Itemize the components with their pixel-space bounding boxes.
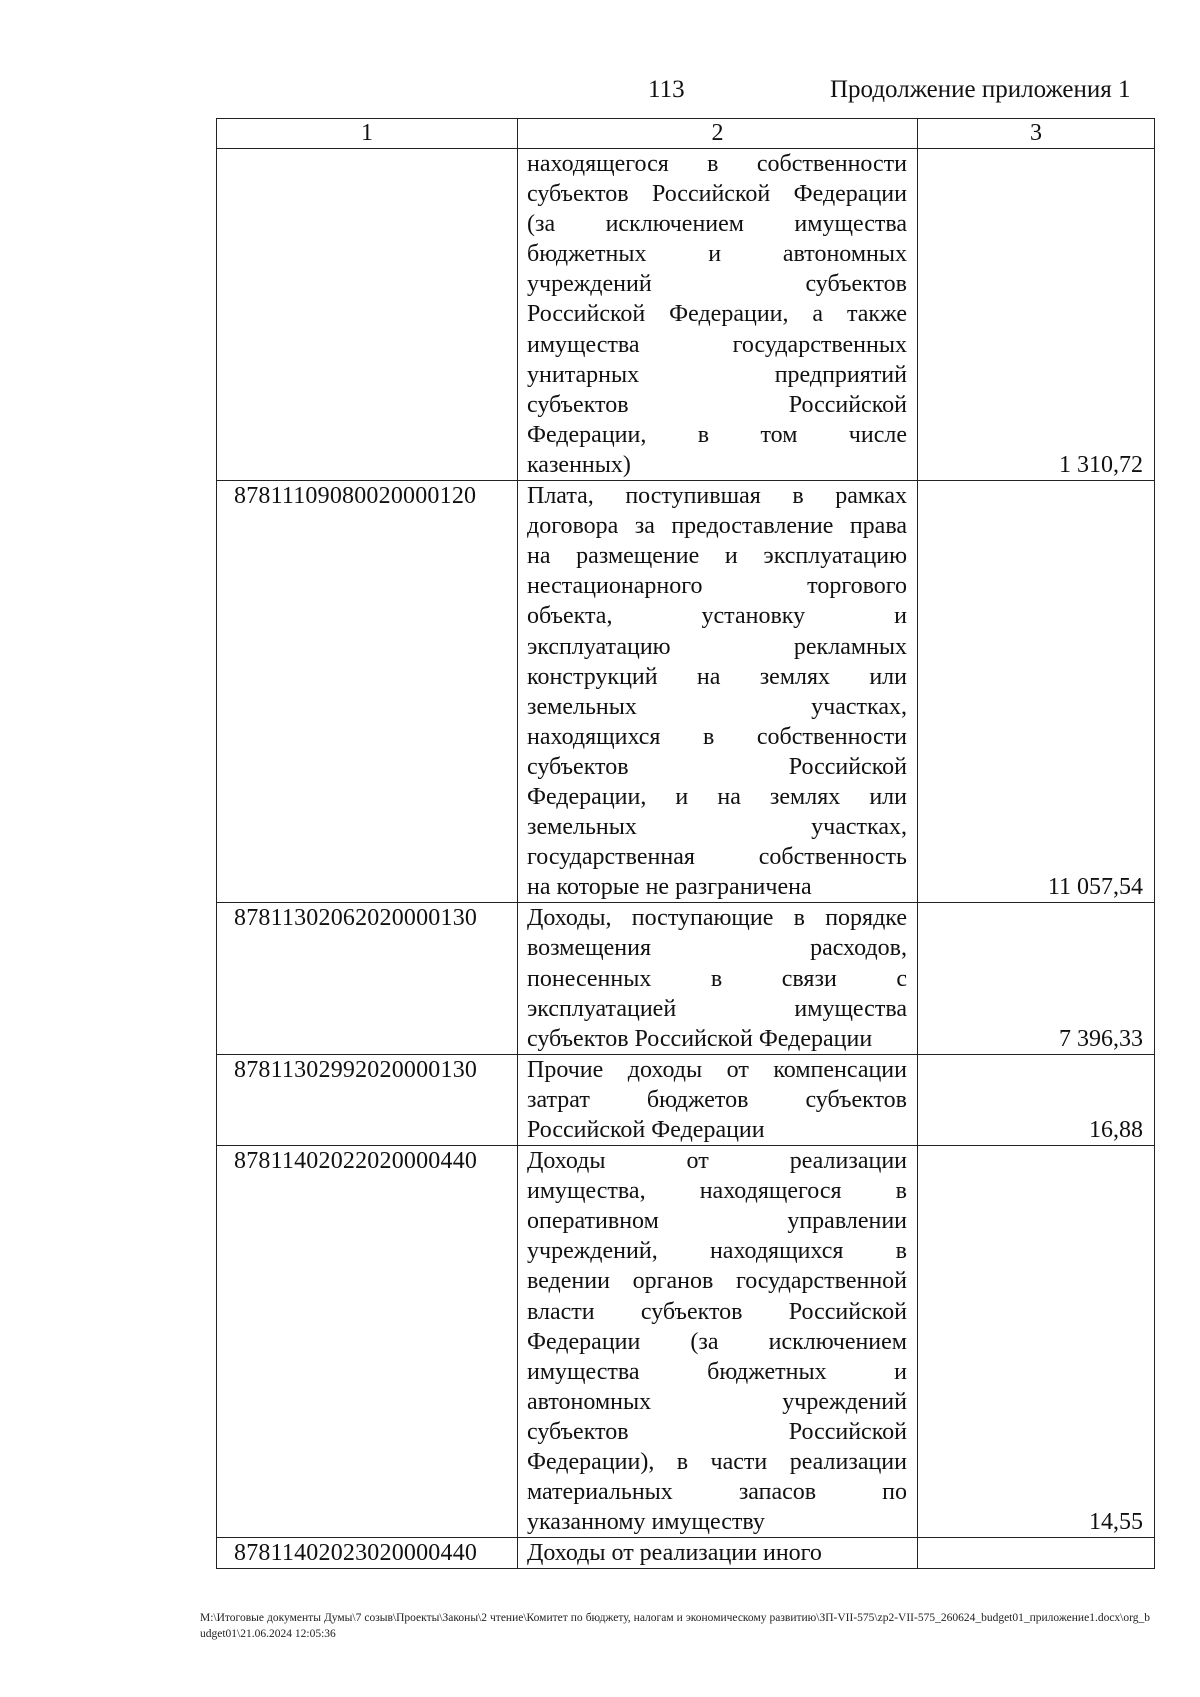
description-line: эксплуатацией имущества: [527, 995, 907, 1022]
column-header-description: 2: [518, 119, 918, 149]
column-header-amount: 3: [918, 119, 1155, 149]
description-line: учреждений, находящихся в: [527, 1238, 907, 1265]
description-line: Федерации, и на землях или: [527, 783, 907, 810]
description-line: Российской Федерации, а также: [527, 301, 907, 328]
description-line: автономных учреждений: [527, 1388, 907, 1415]
description-line: конструкций на землях или: [527, 663, 907, 690]
description-cell: [518, 149, 918, 481]
page-number: 113: [648, 76, 685, 103]
description-cell: [518, 1538, 918, 1569]
table-header: [217, 119, 1155, 149]
description-line: Доходы от реализации: [527, 1148, 907, 1175]
description-line: субъектов Российской: [527, 753, 907, 780]
description-line: Федерации, в том числе: [527, 421, 907, 448]
description-cell: [518, 481, 918, 903]
description-line: объекта, установку и: [527, 603, 907, 630]
column-header-code: 1: [217, 119, 518, 149]
description-line: государственная собственность: [527, 844, 907, 871]
description-line: Прочие доходы от компенсации: [527, 1056, 907, 1083]
budget-code-cell: 87811302062020000130: [217, 903, 518, 1054]
description-line: имущества, находящегося в: [527, 1178, 907, 1205]
description-line: казенных): [527, 451, 631, 478]
description-line: Доходы от реализации иного: [527, 1540, 822, 1567]
budget-code-cell: 87811402022020000440: [217, 1146, 518, 1538]
description-line: договора за предоставление права: [527, 513, 907, 540]
description-line: на которые не разграничена: [527, 874, 812, 901]
description-line: эксплуатацию рекламных: [527, 633, 907, 660]
description-cell: [518, 1146, 918, 1538]
budget-code-cell: 87811109080020000120: [217, 481, 518, 903]
budget-code-cell: [217, 149, 518, 481]
description-line: земельных участках,: [527, 693, 907, 720]
table-row: [217, 1054, 1155, 1145]
description-line: возмещения расходов,: [527, 935, 907, 962]
description-line: затрат бюджетов субъектов: [527, 1086, 907, 1113]
table-row: [217, 903, 1155, 1054]
table-row: [217, 481, 1155, 903]
description-line: власти субъектов Российской: [527, 1298, 907, 1325]
amount-cell: 14,55: [918, 1146, 1155, 1538]
table-row: [217, 1538, 1155, 1569]
description-line: находящихся в собственности: [527, 723, 907, 750]
description-line: земельных участках,: [527, 814, 907, 841]
description-cell: [518, 903, 918, 1054]
amount-cell: 16,88: [918, 1054, 1155, 1145]
amount-cell: 7 396,33: [918, 903, 1155, 1054]
description-cell: [518, 1054, 918, 1145]
header-row: [217, 119, 1155, 149]
description-line: на размещение и эксплуатацию: [527, 543, 907, 570]
amount-cell: [918, 1538, 1155, 1569]
description-line: ведении органов государственной: [527, 1268, 907, 1295]
description-line: бюджетных и автономных: [527, 241, 907, 268]
description-line: имущества государственных: [527, 331, 907, 358]
description-line: субъектов Российской: [527, 391, 907, 418]
table-row: [217, 1146, 1155, 1538]
description-line: имущества бюджетных и: [527, 1358, 907, 1385]
description-line: субъектов Российской Федерации: [527, 1025, 873, 1052]
description-line: Федерации (за исключением: [527, 1328, 907, 1355]
description-line: унитарных предприятий: [527, 361, 907, 388]
description-line: Плата, поступившая в рамках: [527, 483, 907, 510]
description-line: находящегося в собственности: [527, 151, 907, 177]
document-path-footer: M:\Итоговые документы Думы\7 созыв\Проекты\Законы\2 чтение\Комитет по бюджету, налогам и экономическому развитию\ЗП-VII-575\zp2-VII-575_260624_budget01_приложение1.docx\org_budget01\21.06.2024 12:05:36: [200, 1612, 1150, 1640]
description-line: понесенных в связи с: [527, 965, 907, 992]
table-row: [217, 149, 1155, 481]
description-line: оперативном управлении: [527, 1208, 907, 1235]
description-line: Федерации), в части реализации: [527, 1449, 907, 1476]
budget-code-cell: 87811302992020000130: [217, 1054, 518, 1145]
budget-table: [216, 118, 1155, 1569]
budget-code-cell: 87811402023020000440: [217, 1538, 518, 1569]
continuation-title: Продолжение приложения 1: [830, 76, 1131, 103]
description-line: Российской Федерации: [527, 1117, 765, 1143]
description-line: субъектов Российской Федерации: [527, 181, 907, 208]
description-line: учреждений субъектов: [527, 271, 907, 298]
description-line: субъектов Российской: [527, 1418, 907, 1445]
description-line: нестационарного торгового: [527, 573, 907, 600]
table-body: [217, 149, 1155, 1569]
description-line: указанному имуществу: [527, 1509, 765, 1536]
description-line: Доходы, поступающие в порядке: [527, 905, 907, 932]
description-line: (за исключением имущества: [527, 211, 907, 238]
description-line: материальных запасов по: [527, 1479, 907, 1506]
amount-cell: 11 057,54: [918, 481, 1155, 903]
amount-cell: 1 310,72: [918, 149, 1155, 481]
